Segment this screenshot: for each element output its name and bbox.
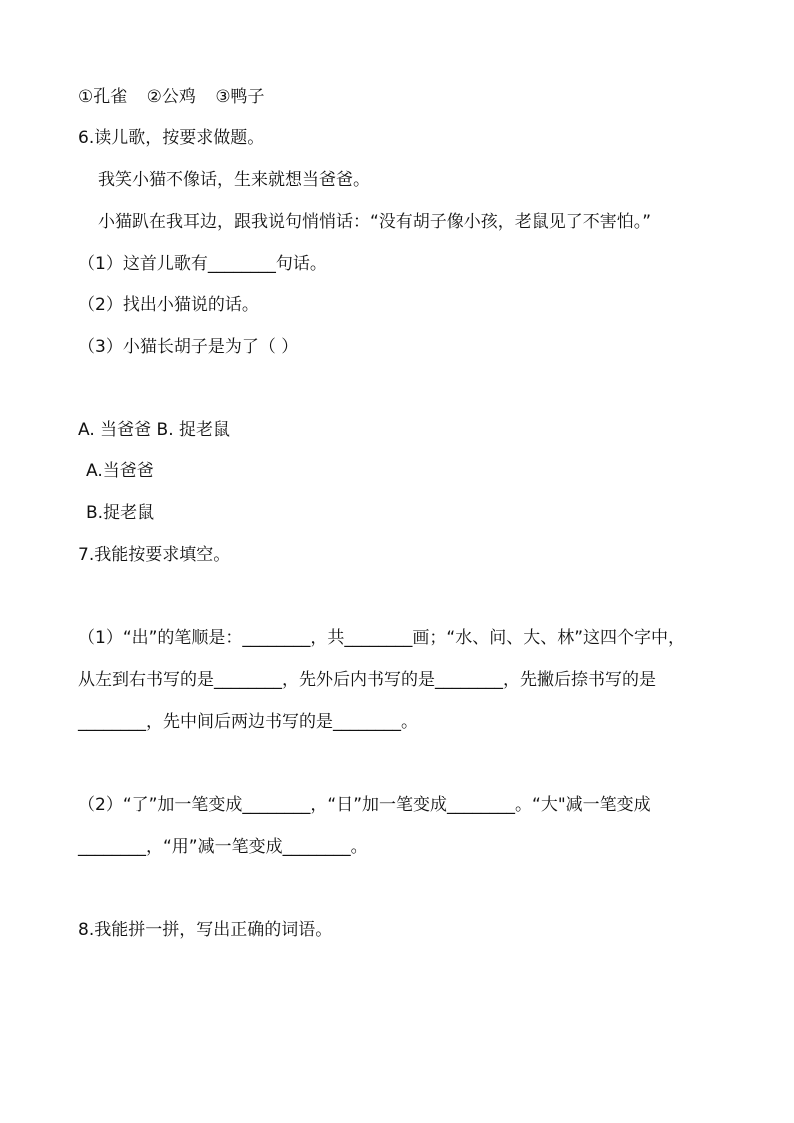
option-1: ①孔雀 (78, 87, 128, 107)
q7-p2-line-1: （2）“了”加一笔变成________，“日”加一笔变成________。“大"减一笔变成 (78, 795, 651, 815)
q7-p1-line-2: 从左到右书写的是________，先外后内书写的是________，先撇后捺书写的是 (78, 670, 656, 690)
q6-sub-2: （2）找出小猫说的话。 (78, 295, 259, 315)
q7-p2-line-2: ________，“用”减一笔变成________。 (78, 837, 368, 857)
q6-sub-3: （3）小猫长胡子是为了（ ） (78, 337, 299, 357)
q6-choice-a: A.当爸爸 (86, 461, 154, 481)
q6-choice-b: B.捉老鼠 (86, 503, 155, 523)
q6-poem-line-2: 小猫趴在我耳边，跟我说句悄悄话：“没有胡子像小孩，老鼠见了不害怕。” (98, 212, 652, 232)
option-3: ③鸭子 (215, 87, 265, 107)
option-2: ②公鸡 (146, 87, 196, 107)
q5-options (78, 85, 279, 109)
q6-sub-1: （1）这首儿歌有________句话。 (78, 254, 327, 274)
q7-title: 7.我能按要求填空。 (78, 545, 231, 565)
q6-choices-inline: A. 当爸爸 B. 捉老鼠 (78, 420, 231, 440)
q6-title: 6.读儿歌，按要求做题。 (78, 128, 265, 148)
q7-p1-line-3: ________，先中间后两边书写的是________。 (78, 712, 418, 732)
q7-p1-line-1: （1）“出”的笔顺是：________，共________画；“水、问、大、林”这四个字中， (78, 628, 686, 648)
q6-poem-line-1: 我笑小猫不像话，生来就想当爸爸。 (98, 170, 370, 190)
q8-title: 8.我能拼一拼，写出正确的词语。 (78, 920, 333, 940)
